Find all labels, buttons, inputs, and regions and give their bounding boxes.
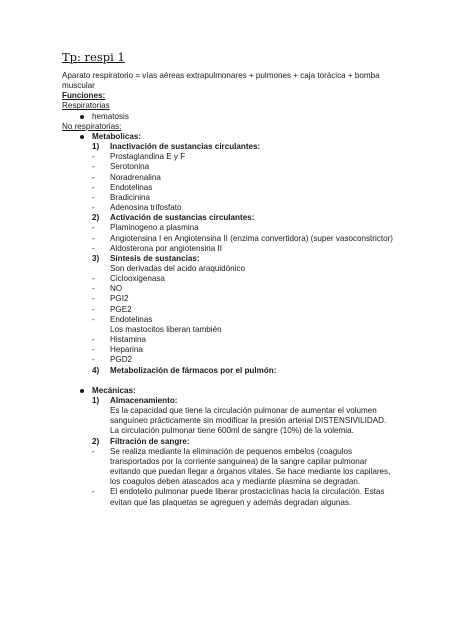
list-item: - Aldosterona por angiotensina II (92, 243, 223, 253)
metabolicas-label: Metabolicas: (62, 132, 394, 142)
list-item: - Histamina (92, 335, 146, 345)
list-item: - Prostaglandina E y F (92, 152, 186, 162)
no-respiratorias-heading: No respiratorias: (62, 121, 122, 131)
list-item: - Heparina (92, 345, 143, 355)
list-item: - Ciclooxigenasa (92, 274, 165, 284)
list-item: - Plaminogeno a plasmina (92, 223, 199, 233)
mecanicas-label: Mecánicas: (62, 386, 394, 396)
document-body (62, 71, 394, 508)
list-item: - PGI2 (92, 294, 129, 304)
paragraph: Es la capacidad que tiene la circulación pulmonar de aumentar el volumen sanguíneo prácticamente sin modificar la presión arterial DISTENSIVILIDAD. La circulación pulmonar tiene 600ml de sangre (10%) de la volemia. (110, 406, 387, 436)
list-item: - Adenosina trifosfato (92, 203, 182, 213)
section-heading: 2) Filtración de sangre: (92, 436, 190, 446)
funciones-heading: Funciones: (62, 91, 106, 101)
page-title: Tp: respi 1 (62, 50, 125, 64)
list-item: hematosis (62, 112, 394, 122)
respiratorias-heading: Respiratorias (62, 101, 110, 111)
list-item: - Endotelinas (92, 314, 153, 324)
list-item: - Serotonina (92, 162, 150, 172)
section-note: Los mastocitos liberan también (110, 324, 222, 334)
section-heading: 4) Metabolización de fármacos por el pulmón: (92, 365, 277, 375)
intro-text: Aparato respiratorio = vías aéreas extrapulmonares + pulmones + caja torácica + bomba muscular (62, 71, 380, 91)
list-item: - PGD2 (92, 355, 133, 365)
bullet-icon (80, 115, 84, 119)
bullet-icon (80, 389, 84, 393)
list-item: - Bradicinina (92, 192, 151, 202)
list-item: - Endotelinas (92, 182, 153, 192)
section-heading: 2) Activación de sustancias circulantes: (92, 213, 255, 223)
section-heading: 1) Inactivación de sustancias circulantes: (92, 142, 261, 152)
bullet-icon (80, 135, 84, 139)
section-heading: 1) Almacenamiento: (92, 395, 178, 405)
list-item: - Angiotensina I en Angiotensina II (enzima convertidora) (super vasoconstrictor) (92, 233, 393, 243)
list-item: - Noradrenalina (92, 172, 161, 182)
list-item: - Se realiza mediante la eliminación de pequenos embelos (coagulos transportados por la corriente sanguinea) de la sangre capilar pulmonar evitando que puedan llegar a órganos vitales. Se hace mediante los capilares, los coagulos deben atascados aca y mediante plasmina se degradan. (92, 446, 391, 487)
list-item: - El endotelio pulmonar puede liberar prostaciclinas hacia la circulación. Estas evitan que las plaquetas se agreguen y además degradan algunas. (92, 487, 385, 507)
list-item: - PGE2 (92, 304, 132, 314)
section-heading: 3) Síntesis de sustancias: (92, 253, 200, 263)
section-note: Son derivadas del acido araquidónico (110, 263, 245, 273)
list-item: - NO (92, 284, 123, 294)
